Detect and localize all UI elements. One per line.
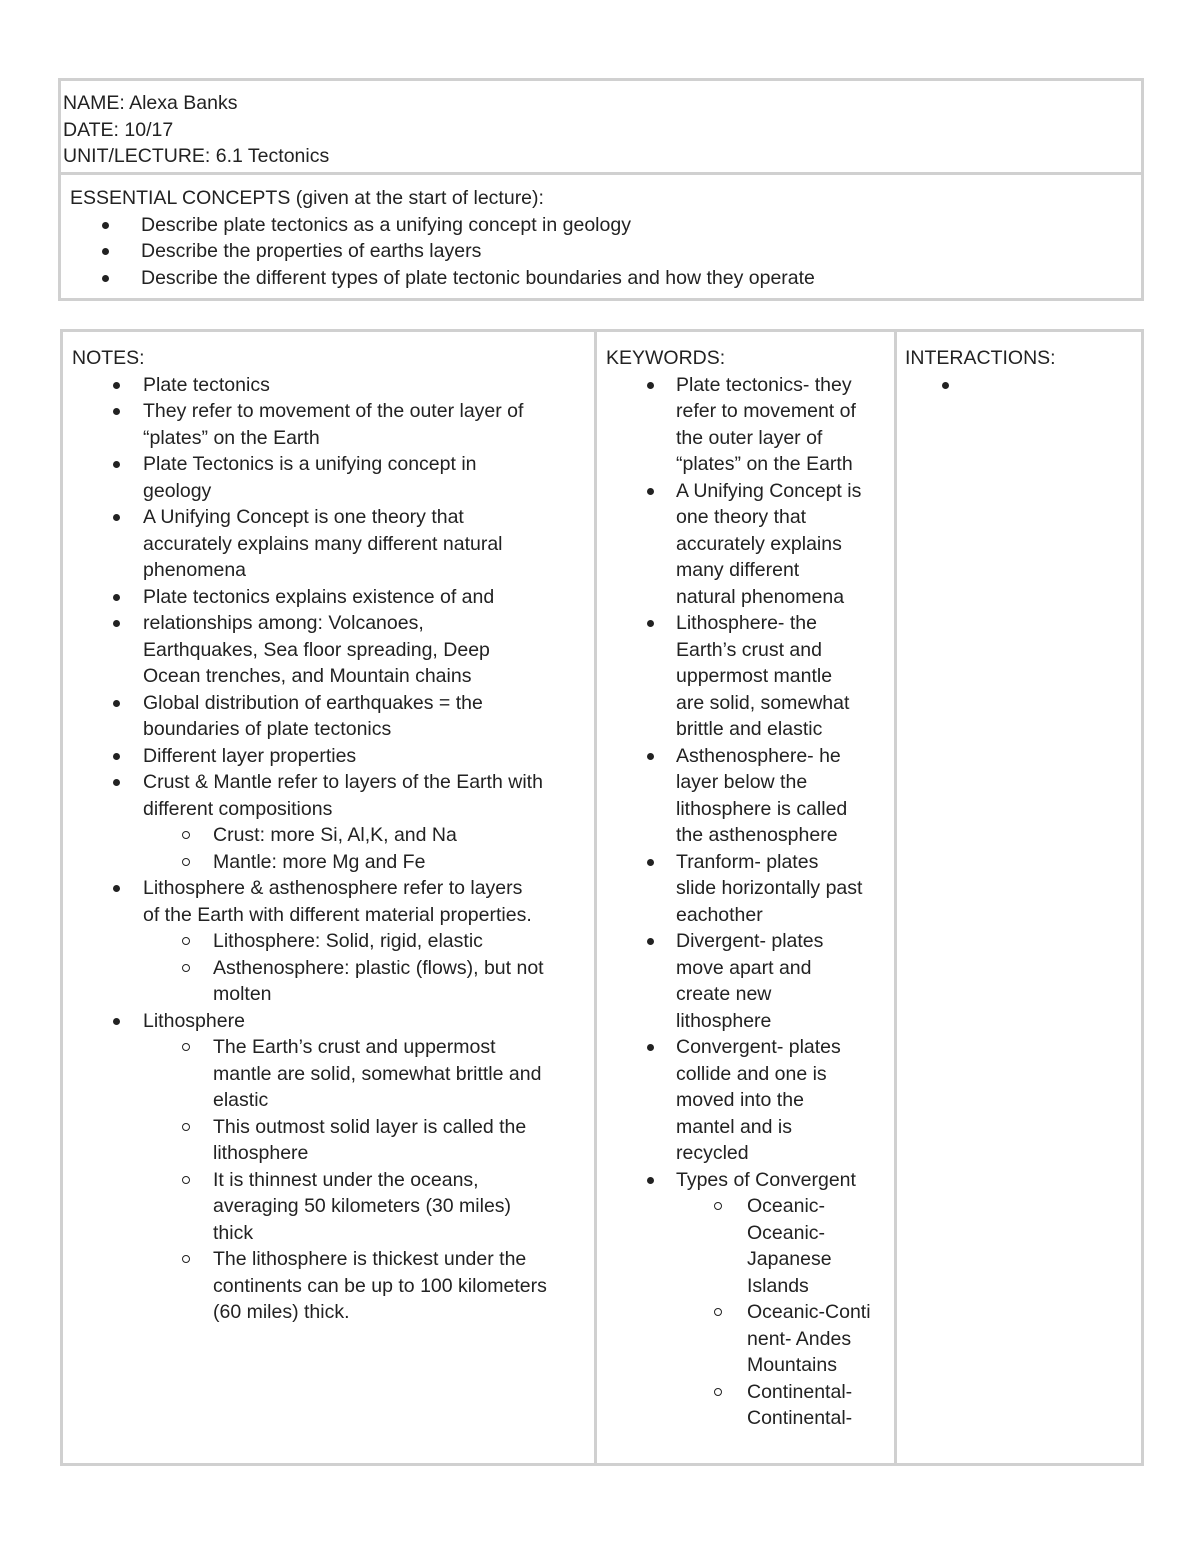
bullet-group [72,822,594,849]
keywords-title: KEYWORDS: [606,347,726,369]
list-item-text: Lithosphere- the [676,612,817,634]
list-item-text: Divergent- plates [676,930,824,952]
concepts-title: ESSENTIAL CONCEPTS (given at the start of lecture): [70,187,544,209]
list-item-text: Types of Convergent [676,1168,856,1191]
list-item-text: phenomena [143,559,247,581]
list-item-text: collide and one is [676,1062,827,1085]
bullet-group [72,372,594,399]
list-item-text: Asthenosphere: plastic (flows), but not [213,956,544,979]
list-item-text: A Unifying Concept is one theory that [143,506,464,528]
list-item-text: the asthenosphere [676,824,838,846]
list-item-text: Plate tectonics- they [676,373,852,396]
list-item-text: uppermost mantle [676,665,833,687]
bullet-group [72,690,594,743]
list-item-text: thick [213,1221,254,1244]
concept-item: Describe the different types of plate tectonic boundaries and how they operate [61,265,1141,292]
bullet-group [606,743,894,849]
bullet-group [72,584,594,611]
list-item-text: Plate tectonics explains existence of and [143,585,495,608]
bullet-group [72,398,594,451]
list-item-text: moved into the [676,1089,804,1111]
list-item-text: Plate Tectonics is a unifying concept in [143,453,477,475]
list-item-text: the outer layer of [676,426,823,449]
list-item-text: lithosphere [676,1009,772,1032]
list-item [72,398,594,451]
list-item-text: “plates” on the Earth [676,453,853,475]
bullet-group [72,1246,594,1326]
list-item-text: recycled [676,1142,749,1164]
list-item-text: Ocean trenches, and Mountain chains [143,665,472,687]
list-item-text: This outmost solid layer is called the [213,1115,527,1138]
keywords-list [606,372,894,1432]
bullet-group [72,928,594,955]
bullet-group [905,372,1141,399]
list-item-text: different compositions [143,797,333,820]
list-item-text: nent- Andes [747,1327,852,1350]
list-item [72,769,594,822]
bullet-group [72,610,594,690]
list-item-text: Lithosphere [143,1009,245,1032]
bullet-group [606,1167,894,1194]
list-item-text: natural phenomena [676,585,845,608]
list-item-text: Oceanic- [747,1221,826,1244]
list-item-text: The Earth’s crust and uppermost [213,1036,496,1058]
list-item [606,743,894,849]
list-item [72,875,594,928]
sub-list-item [72,822,594,849]
list-item-text: accurately explains [676,532,842,555]
concepts-list [61,212,1141,292]
list-item-text: create new [676,983,772,1005]
bullet-group [72,955,594,1008]
list-item-text: molten [213,983,272,1005]
list-item-text: eachother [676,903,763,926]
interactions-list [905,372,1141,399]
list-item-text: Different layer properties [143,744,357,767]
bullet-group [606,478,894,611]
list-item-text: Continental- [747,1407,853,1429]
list-item-text: (60 miles) thick. [213,1301,350,1323]
list-item [72,610,594,690]
list-item-text: Oceanic- [747,1195,826,1217]
list-item-text: Continental- [747,1380,853,1403]
list-item-text: boundaries of plate tectonics [143,718,392,740]
list-item-text: Japanese [747,1248,832,1270]
list-item-text: averaging 50 kilometers (30 miles) [213,1195,512,1217]
student-name: NAME: Alexa Banks [63,92,238,114]
list-item-text: A Unifying Concept is [676,479,862,502]
list-item [606,1034,894,1167]
bullet-group [72,1008,594,1035]
list-item [606,1167,894,1194]
bullet-group [606,1299,894,1379]
list-item-text: move apart and [676,956,812,979]
list-item [905,372,1141,399]
list-item-text: brittle and elastic [676,718,823,740]
list-item-text: Oceanic-Conti [747,1301,871,1323]
list-item [72,504,594,584]
bullet-group [72,743,594,770]
list-item-text: accurately explains many different natural [143,532,503,555]
bullet-group [606,372,894,478]
bullet-group [72,1034,594,1114]
sub-list-item [606,1193,894,1299]
sub-list-item [72,1034,594,1114]
sub-list-item [72,955,594,1008]
list-item-text: lithosphere [213,1142,309,1164]
sub-list-item [606,1299,894,1379]
interactions-column [897,332,1141,1463]
list-item-text [976,372,1141,399]
list-item-text: are solid, somewhat [676,691,850,714]
lecture-date: DATE: 10/17 [63,118,174,141]
list-item-text: one theory that [676,506,807,528]
list-item-text: mantel and is [676,1115,792,1138]
notes-list [72,372,594,1326]
list-item-text: Convergent- plates [676,1036,841,1058]
list-item-text: Mountains [747,1354,837,1376]
bullet-group [72,1167,594,1247]
list-item-text: It is thinnest under the oceans, [213,1168,479,1191]
bullet-group [72,849,594,876]
keywords-column [597,332,897,1463]
notes-column [63,332,597,1463]
list-item-text: “plates” on the Earth [143,426,320,449]
concept-item: Describe the properties of earths layers [61,238,1141,265]
bullet-group [72,504,594,584]
notes-table [60,329,1144,1466]
list-item-text: elastic [213,1089,269,1111]
notes-title: NOTES: [72,347,145,369]
list-item [72,690,594,743]
list-item-text: Lithosphere & asthenosphere refer to layers [143,877,523,899]
list-item-text: Crust: more Si, Al,K, and Na [213,824,457,846]
bullet-group [606,1379,894,1432]
list-item-text: lithosphere is called [676,797,848,820]
list-item-text: Lithosphere: Solid, rigid, elastic [213,930,483,952]
list-item [72,1008,594,1035]
list-item-text: Global distribution of earthquakes = the [143,691,483,714]
header-info-cell [61,81,1141,175]
sub-list-item [72,1114,594,1167]
list-item [72,584,594,611]
list-item [72,372,594,399]
sub-list-item [72,928,594,955]
list-item-text: of the Earth with different material properties. [143,903,532,926]
list-item [72,451,594,504]
list-item-text: continents can be up to 100 kilometers [213,1274,547,1297]
bullet-group [606,928,894,1034]
list-item-text: Earth’s crust and [676,638,822,661]
bullet-group [606,610,894,743]
list-item-text: Crust & Mantle refer to layers of the Earth with [143,771,543,793]
list-item-text: geology [143,479,212,502]
list-item-text: They refer to movement of the outer layer of [143,400,524,422]
list-item-text: refer to movement of [676,400,856,422]
bullet-group [72,769,594,822]
list-item [606,372,894,478]
list-item [606,478,894,611]
list-item-text: Tranform- plates [676,850,819,873]
list-item-text: many different [676,559,800,581]
bullet-group [606,1034,894,1167]
bullet-group [72,1114,594,1167]
list-item [606,610,894,743]
sub-list-item [606,1379,894,1432]
list-item-text: Asthenosphere- he [676,744,841,767]
bullet-group [606,1193,894,1299]
list-item-text: slide horizontally past [676,877,863,899]
concept-item: Describe plate tectonics as a unifying concept in geology [61,212,1141,239]
list-item [606,849,894,929]
list-item-text: Earthquakes, Sea floor spreading, Deep [143,638,490,661]
interactions-title: INTERACTIONS: [905,347,1056,369]
list-item-text: relationships among: Volcanoes, [143,612,424,634]
list-item [72,743,594,770]
bullet-group [72,875,594,928]
list-item-text: Plate tectonics [143,373,270,396]
list-item-text: Islands [747,1274,809,1297]
list-item-text: mantle are solid, somewhat brittle and [213,1062,542,1085]
header-table [58,78,1144,301]
unit-lecture: UNIT/LECTURE: 6.1 Tectonics [63,145,330,167]
list-item-text: Mantle: more Mg and Fe [213,850,426,873]
list-item-text: The lithosphere is thickest under the [213,1248,527,1270]
bullet-group [606,849,894,929]
list-item [606,928,894,1034]
bullet-group [72,451,594,504]
sub-list-item [72,1167,594,1247]
sub-list-item [72,1246,594,1326]
list-item-text: layer below the [676,771,808,793]
essential-concepts-cell [61,175,1141,291]
sub-list-item [72,849,594,876]
